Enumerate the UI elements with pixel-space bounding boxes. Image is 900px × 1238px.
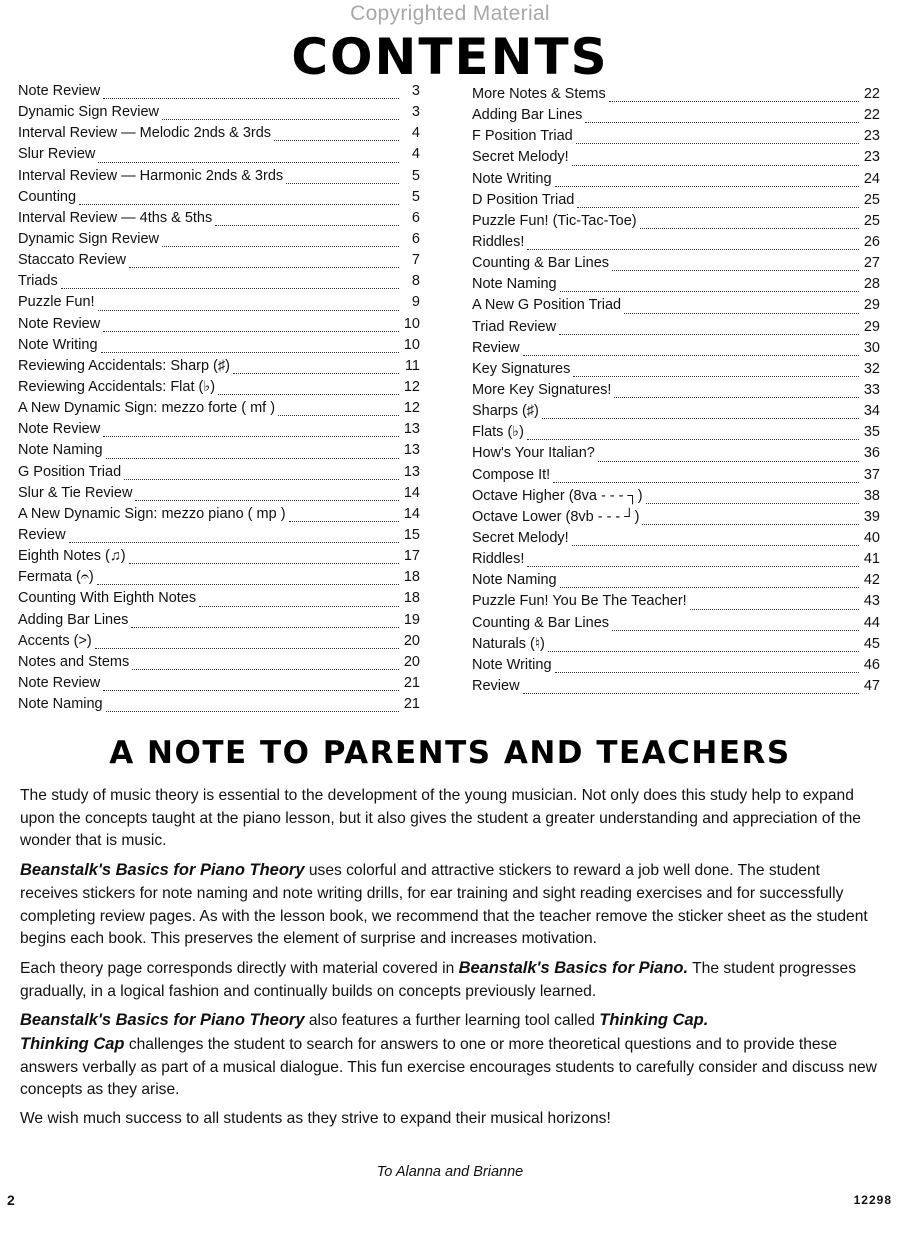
toc-entry-page: 17: [403, 548, 420, 565]
toc-dot-leader: [560, 291, 859, 292]
toc-entry-page: 43: [863, 593, 880, 610]
toc-dot-leader: [162, 119, 399, 120]
toc-entry-title: Review: [18, 526, 66, 543]
toc-entry: [472, 678, 880, 699]
toc-dot-leader: [278, 415, 399, 416]
toc-entry-title: Adding Bar Lines: [18, 611, 129, 628]
toc-entry-title: Triad Review: [472, 318, 557, 335]
toc-entry: [472, 424, 880, 445]
contents-title: CONTENTS: [291, 28, 609, 86]
toc-dot-leader: [124, 479, 399, 480]
toc-entry: [472, 593, 880, 614]
toc-entry-page: 12: [403, 400, 420, 417]
thinking-cap-title: Thinking Cap.: [599, 1011, 709, 1030]
toc-entry-title: D Position Triad: [472, 191, 575, 208]
toc-entry-title: Note Review: [18, 83, 101, 99]
page-number: 2: [7, 1192, 15, 1208]
toc-entry: [18, 146, 420, 167]
toc-entry-page: 5: [411, 167, 420, 184]
toc-dot-leader: [614, 397, 859, 398]
toc-entry-title: Octave Higher (8va - - - ┐): [472, 487, 643, 504]
toc-entry-title: Note Naming: [18, 442, 103, 459]
toc-dot-leader: [129, 563, 399, 564]
toc-entry-page: 25: [863, 212, 880, 229]
toc-entry: [472, 255, 880, 276]
toc-entry-page: 36: [863, 445, 880, 462]
toc-dot-leader: [274, 140, 399, 141]
toc-entry-page: 33: [863, 381, 880, 398]
paragraph-text: The student progresses gradually, in a logical fashion and continually builds on concepts previously learned.: [20, 959, 856, 1000]
toc-entry-page: 11: [404, 357, 420, 374]
toc-entry-title: Counting & Bar Lines: [472, 255, 610, 272]
toc-dot-leader: [97, 584, 399, 585]
toc-entry: [18, 442, 420, 463]
toc-dot-leader: [646, 503, 859, 504]
toc-entry-title: Slur & Tie Review: [18, 484, 133, 501]
toc-right-column: [472, 86, 880, 699]
toc-entry-title: How's Your Italian?: [472, 445, 595, 462]
paragraph-text: Each theory page corresponds directly with material covered in: [20, 959, 459, 977]
toc-entry-title: Note Writing: [472, 170, 552, 187]
toc-entry: [472, 171, 880, 192]
toc-dot-leader: [527, 249, 859, 250]
catalog-number: 12298: [853, 1193, 892, 1207]
toc-entry-title: More Notes & Stems: [472, 86, 606, 102]
toc-entry-page: 22: [863, 107, 880, 124]
toc-entry: [472, 297, 880, 318]
toc-entry-title: Puzzle Fun!: [18, 294, 95, 311]
toc-dot-leader: [132, 669, 399, 670]
paragraph-text: challenges the student to search for answers to one or more theoretical questions and to provide these answers verbally as part of a musical dialogue. This fun exercise encourages students to carefully consider and discuss new concepts as they arise.: [20, 1036, 877, 1099]
toc-entry-title: Accents (>): [18, 632, 92, 649]
toc-entry-page: 35: [863, 424, 880, 441]
series-title: Beanstalk's Basics for Piano Theory: [20, 1011, 305, 1030]
toc-entry-title: Fermata (𝄐): [18, 569, 94, 586]
toc-entry-title: A New Dynamic Sign: mezzo forte ( mf ): [18, 400, 276, 417]
toc-entry-page: 40: [863, 529, 880, 546]
toc-entry: [18, 464, 420, 485]
toc-dot-leader: [103, 690, 399, 691]
toc-dot-leader: [572, 165, 859, 166]
note-heading: A NOTE TO PARENTS AND TEACHERS: [109, 735, 791, 771]
toc-dot-leader: [690, 609, 859, 610]
toc-dot-leader: [555, 672, 859, 673]
toc-entry-page: 30: [863, 339, 880, 356]
toc-entry: [18, 400, 420, 421]
toc-entry-page: 14: [403, 505, 420, 522]
toc-entry: [472, 403, 880, 424]
toc-entry: [472, 149, 880, 170]
toc-entry-page: 13: [403, 442, 420, 459]
toc-entry-page: 10: [403, 336, 420, 353]
toc-entry-page: 21: [403, 674, 420, 691]
series-title: Beanstalk's Basics for Piano.: [458, 958, 689, 977]
toc-entry-page: 22: [863, 86, 880, 102]
toc-dot-leader: [573, 376, 859, 377]
toc-entry-title: Riddles!: [472, 551, 525, 568]
toc-entry-page: 19: [403, 611, 420, 628]
toc-entry: [472, 509, 880, 530]
toc-entry: [18, 506, 420, 527]
toc-dot-leader: [572, 545, 859, 546]
toc-entry: [18, 294, 420, 315]
toc-dot-leader: [199, 606, 399, 607]
toc-entry-page: 41: [863, 551, 880, 568]
toc-entry: [472, 382, 880, 403]
toc-entry-page: 34: [863, 403, 880, 420]
series-title: Beanstalk's Basics for Piano Theory: [20, 861, 305, 880]
toc-entry-page: 6: [411, 209, 420, 226]
toc-entry-title: Naturals (♮): [472, 635, 545, 652]
toc-dot-leader: [135, 500, 399, 501]
toc-entry: [472, 192, 880, 213]
toc-entry-title: F Position Triad: [472, 128, 573, 145]
toc-entry: [472, 551, 880, 572]
toc-entry-title: Interval Review — 4ths & 5ths: [18, 209, 213, 226]
toc-entry: [18, 379, 420, 400]
toc-entry: [18, 590, 420, 611]
toc-entry: [472, 276, 880, 297]
toc-entry-title: Note Naming: [18, 696, 103, 713]
toc-entry: [472, 234, 880, 255]
toc-dot-leader: [609, 101, 859, 102]
toc-dot-leader: [585, 122, 859, 123]
toc-entry-page: 20: [403, 653, 420, 670]
toc-entry: [472, 128, 880, 149]
toc-entry: [472, 86, 880, 107]
toc-entry-page: 45: [863, 635, 880, 652]
toc-entry-title: Note Review: [18, 674, 101, 691]
toc-entry-page: 18: [403, 569, 420, 586]
toc-dot-leader: [233, 373, 399, 374]
toc-entry: [18, 316, 420, 337]
toc-dot-leader: [103, 98, 399, 99]
toc-entry-page: 18: [403, 590, 420, 607]
toc-entry-title: Dynamic Sign Review: [18, 104, 160, 121]
toc-entry: [472, 572, 880, 593]
toc-entry-page: 47: [863, 677, 880, 694]
toc-dot-leader: [523, 355, 859, 356]
toc-entry-page: 32: [863, 360, 880, 377]
toc-entry: [472, 467, 880, 488]
toc-entry-title: Eighth Notes (♫): [18, 548, 126, 565]
toc-dot-leader: [612, 270, 859, 271]
toc-entry-title: Interval Review — Melodic 2nds & 3rds: [18, 125, 272, 142]
toc-dot-leader: [577, 207, 859, 208]
toc-entry-page: 44: [863, 614, 880, 631]
toc-dot-leader: [69, 542, 399, 543]
note-body: [20, 785, 878, 1137]
toc-dot-leader: [560, 587, 859, 588]
toc-entry: [18, 210, 420, 231]
toc-entry-title: Adding Bar Lines: [472, 107, 583, 124]
toc-entry-page: 3: [411, 83, 420, 99]
toc-entry: [472, 615, 880, 636]
toc-dot-leader: [624, 313, 859, 314]
toc-entry: [18, 168, 420, 189]
paragraph-text: uses colorful and attractive stickers to reward a job well done. The student receives stickers for note naming and note writing drills, for ear training and sight reading exercises and for successfully completing review pages. As with the lesson book, we recommend that the teacher remove the sticker sheet as the student begins each book. This preserves the element of surprise and increases motivation.: [20, 862, 868, 948]
toc-dot-leader: [101, 352, 399, 353]
toc-entry-page: 5: [411, 188, 420, 205]
toc-entry-title: Puzzle Fun! (Tic-Tac-Toe): [472, 212, 637, 229]
toc-entry-page: 13: [403, 463, 420, 480]
toc-entry-title: Sharps (♯): [472, 403, 539, 420]
toc-entry-title: Review: [472, 339, 520, 356]
toc-entry-title: Interval Review — Harmonic 2nds & 3rds: [18, 167, 284, 184]
toc-entry-page: 46: [863, 656, 880, 673]
toc-entry-page: 39: [863, 508, 880, 525]
note-paragraph-4: [20, 1009, 878, 1102]
toc-dot-leader: [612, 630, 859, 631]
toc-entry: [472, 361, 880, 382]
toc-entry-title: Note Writing: [18, 336, 98, 353]
toc-entry-page: 38: [863, 487, 880, 504]
toc-entry: [472, 107, 880, 128]
toc-entry-title: Note Naming: [472, 276, 557, 293]
toc-dot-leader: [640, 228, 859, 229]
note-paragraph-2: [20, 859, 878, 951]
toc-dot-leader: [576, 143, 859, 144]
toc-entry: [18, 569, 420, 590]
toc-entry-title: More Key Signatures!: [472, 381, 612, 398]
toc-entry: [18, 337, 420, 358]
toc-entry-title: Dynamic Sign Review: [18, 230, 160, 247]
toc-entry: [18, 231, 420, 252]
toc-entry-title: Slur Review: [18, 146, 96, 163]
toc-entry-page: 10: [403, 315, 420, 332]
toc-entry-title: Octave Lower (8vb - - - ┘): [472, 508, 640, 525]
toc-dot-leader: [523, 693, 859, 694]
toc-dot-leader: [79, 204, 399, 205]
toc-entry-title: Counting With Eighth Notes: [18, 590, 197, 607]
note-paragraph-3: [20, 957, 878, 1003]
toc-entry-title: Staccato Review: [18, 252, 126, 269]
toc-dot-leader: [548, 651, 859, 652]
note-paragraph-5: We wish much success to all students as they strive to expand their musical horizons!: [20, 1110, 611, 1128]
toc-dot-leader: [527, 566, 859, 567]
toc-entry: [18, 358, 420, 379]
toc-left-column: [18, 83, 420, 717]
toc-entry-page: 4: [411, 125, 420, 142]
toc-entry: [18, 527, 420, 548]
toc-entry-page: 42: [863, 572, 880, 589]
toc-entry-page: 25: [863, 191, 880, 208]
toc-dot-leader: [642, 524, 859, 525]
toc-dot-leader: [129, 267, 399, 268]
toc-dot-leader: [106, 711, 399, 712]
toc-entry-page: 7: [411, 252, 420, 269]
toc-dot-leader: [527, 439, 859, 440]
toc-entry-page: 3: [411, 104, 420, 121]
toc-entry-title: Note Review: [18, 421, 101, 438]
toc-entry-page: 29: [863, 297, 880, 314]
toc-entry: [18, 125, 420, 146]
toc-entry: [18, 189, 420, 210]
toc-entry-page: 23: [863, 128, 880, 145]
toc-dot-leader: [106, 458, 399, 459]
toc-entry: [18, 252, 420, 273]
toc-entry-title: Reviewing Accidentals: Flat (♭): [18, 378, 216, 395]
toc-entry-title: Reviewing Accidentals: Sharp (♯): [18, 357, 230, 374]
toc-dot-leader: [218, 394, 399, 395]
toc-entry: [18, 83, 420, 104]
toc-entry-title: Notes and Stems: [18, 653, 130, 670]
toc-entry-page: 15: [403, 526, 420, 543]
toc-entry: [472, 636, 880, 657]
toc-entry-title: Review: [472, 677, 520, 694]
copyright-watermark: Copyrighted Material: [350, 2, 550, 25]
note-paragraph-1: The study of music theory is essential to the development of the young musician. Not only does this study help to expand upon the concepts taught at the piano lesson, but it also gives the student a greater understanding and appreciation of the wonder that is music.: [20, 787, 861, 850]
toc-entry-page: 23: [863, 149, 880, 166]
toc-entry-title: Triads: [18, 273, 58, 290]
toc-entry: [472, 319, 880, 340]
toc-entry-title: Note Writing: [472, 656, 552, 673]
toc-entry-page: 29: [863, 318, 880, 335]
toc-entry-title: Flats (♭): [472, 424, 524, 441]
thinking-cap-title: Thinking Cap: [20, 1035, 125, 1054]
toc-entry-title: Note Naming: [472, 572, 557, 589]
toc-dot-leader: [553, 482, 859, 483]
toc-entry-page: 9: [411, 294, 420, 311]
toc-entry-title: Compose It!: [472, 466, 551, 483]
toc-entry: [18, 421, 420, 442]
toc-entry: [18, 696, 420, 717]
toc-entry-page: 12: [403, 378, 420, 395]
toc-entry-title: A New Dynamic Sign: mezzo piano ( mp ): [18, 505, 286, 522]
toc-dot-leader: [98, 162, 399, 163]
toc-entry-page: 21: [403, 696, 420, 713]
toc-entry-title: Riddles!: [472, 233, 525, 250]
toc-entry-page: 20: [403, 632, 420, 649]
toc-entry: [18, 485, 420, 506]
toc-entry-page: 24: [863, 170, 880, 187]
toc-entry-page: 14: [403, 484, 420, 501]
toc-dot-leader: [286, 183, 399, 184]
toc-dot-leader: [61, 288, 399, 289]
toc-entry-title: A New G Position Triad: [472, 297, 622, 314]
toc-entry-page: 28: [863, 276, 880, 293]
toc-entry: [472, 530, 880, 551]
toc-entry: [472, 488, 880, 509]
toc-entry-page: 8: [411, 273, 420, 290]
toc-entry: [472, 445, 880, 466]
toc-entry-page: 37: [863, 466, 880, 483]
toc-entry: [472, 340, 880, 361]
toc-dot-leader: [542, 418, 859, 419]
toc-entry-title: Secret Melody!: [472, 529, 569, 546]
toc-dot-leader: [162, 246, 399, 247]
paragraph-text: also features a further learning tool called: [304, 1012, 600, 1030]
toc-entry: [18, 612, 420, 633]
dedication: To Alanna and Brianne: [376, 1164, 524, 1180]
toc-dot-leader: [598, 461, 859, 462]
toc-dot-leader: [215, 225, 399, 226]
toc-entry-title: Puzzle Fun! You Be The Teacher!: [472, 593, 687, 610]
toc-dot-leader: [95, 648, 399, 649]
toc-dot-leader: [131, 627, 399, 628]
toc-entry: [18, 104, 420, 125]
toc-dot-leader: [289, 521, 399, 522]
toc-dot-leader: [555, 186, 859, 187]
toc-entry-title: Secret Melody!: [472, 149, 569, 166]
toc-dot-leader: [559, 334, 859, 335]
toc-entry-title: Counting & Bar Lines: [472, 614, 610, 631]
toc-entry-page: 26: [863, 233, 880, 250]
toc-entry: [18, 548, 420, 569]
toc-entry: [472, 213, 880, 234]
toc-entry: [18, 273, 420, 294]
toc-entry: [18, 654, 420, 675]
toc-entry-page: 4: [411, 146, 420, 163]
toc-entry-title: Counting: [18, 188, 77, 205]
toc-entry: [18, 675, 420, 696]
toc-entry: [18, 633, 420, 654]
toc-entry: [472, 657, 880, 678]
toc-entry-title: G Position Triad: [18, 463, 122, 480]
toc-entry-page: 13: [403, 421, 420, 438]
toc-dot-leader: [98, 310, 399, 311]
toc-entry-page: 6: [411, 230, 420, 247]
toc-dot-leader: [103, 436, 399, 437]
toc-entry-page: 27: [863, 255, 880, 272]
toc-entry-title: Note Review: [18, 315, 101, 332]
toc-entry-title: Key Signatures: [472, 360, 571, 377]
toc-dot-leader: [103, 331, 399, 332]
